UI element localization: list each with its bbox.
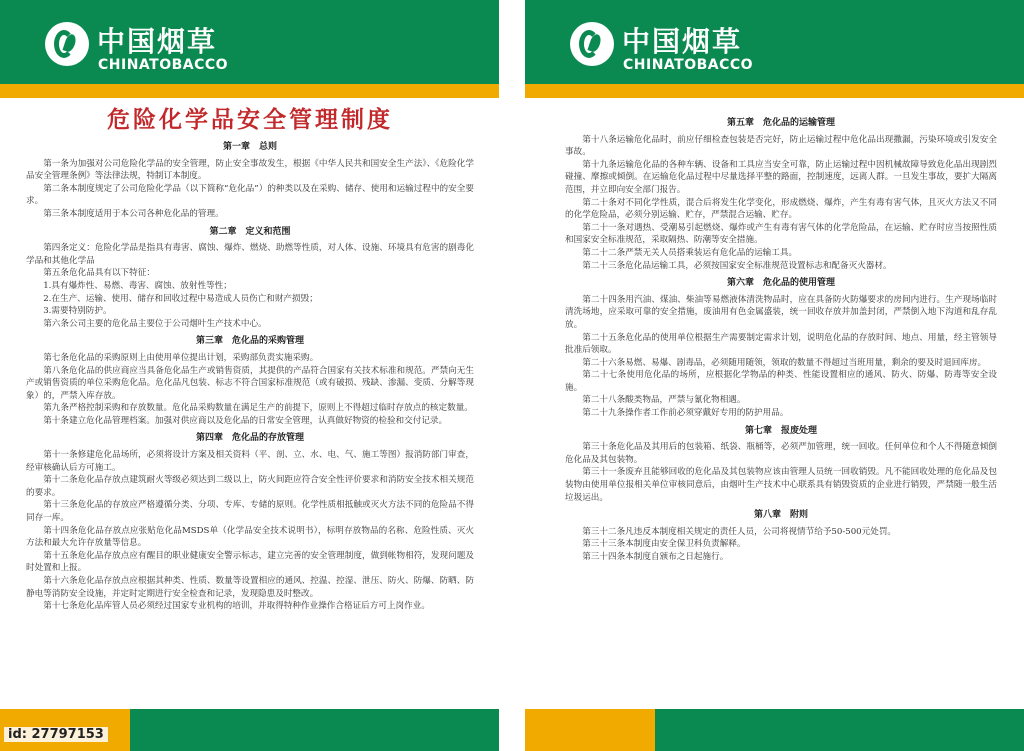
header-stripe: [0, 84, 499, 98]
article-paragraph: 第十三条危化品的存放应严格遵循分类、分项、专库、专储的原则。化学性质相抵触或灭火方法不同的危险品不得同存一库。: [26, 500, 474, 524]
article-paragraph: 第三十一条废弃且能够回收的危化品及其包装物应该由管理人员统一回收销毁。凡不能回收处理的危化品及包装物由使用单位报相关单位审核同意后，由烟叶生产技术中心联系具有销毁资质的企业进行销毁，严禁随一般生活垃圾运出。: [565, 467, 997, 503]
brand-name-cn: 中国烟草: [622, 25, 743, 58]
article-paragraph: 第二十二条严禁无关人员搭乘装运有危化品的运输工具。: [582, 247, 798, 258]
article-paragraph: 第十四条危化品存放点应张贴危化品MSDS单（化学品安全技术说明书），标明存放物品的名称、危险性质、灭火方法和最大允许存放量等信息。: [26, 525, 474, 549]
chapter-heading: 第一章 总则: [222, 142, 277, 152]
article-paragraph: 2.在生产、运输、使用、储存和回收过程中易造成人员伤亡和财产损毁；: [43, 293, 318, 304]
article-paragraph: 第九条严格控制采购和存放数量。危化品采购数量在满足生产的前提下，原则上不得超过临时存放点的核定数量。: [43, 403, 473, 414]
left-page: [0, 0, 499, 751]
document-title: 危险化学品安全管理制度: [107, 107, 393, 133]
article-paragraph: 第二条本制度规定了公司危险化学品（以下简称“危化品”）的种类以及在采购、储存、使用和运输过程中的安全要求。: [26, 183, 474, 207]
article-paragraph: 第四条定义：危险化学品是指具有毒害、腐蚀、爆炸、燃烧、助燃等性质，对人体、设施、环境具有危害的剧毒化学品和其他化学品: [26, 243, 474, 266]
article-paragraph: 第二十条对不同化学性质，混合后将发生化学变化，形成燃烧、爆炸，产生有毒有害气体，且灭火方法又不同的化学危险品，必须分别运输、贮存，严禁混合运输、贮存。: [565, 197, 997, 221]
article-paragraph: 第十九条运输危化品的各种车辆、设备和工具应当安全可靠，防止运输过程中因机械故障导致危化品出现剧烈碰撞、摩擦或倾倒。在运输危化品过程中尽量选择平整的路面，控制速度，远离人群。一旦发生事故，要扩大隔离范围，并立即向安全部门报告。: [565, 159, 997, 195]
article-paragraph: 第二十四条用汽油、煤油、柴油等易燃液体清洗物品时，应在具备防火防爆要求的房间内进行。生产现场临时清洗场地，应采取可靠的安全措施，废油用有色金属盛装，统一回收存放并加盖封闭，严禁倒入地下沟道和乱存乱放。: [565, 294, 997, 330]
article-paragraph: 第三十二条凡违反本制度相关规定的责任人员，公司将视情节给予50-500元处罚。: [582, 526, 897, 537]
header-stripe: [525, 84, 1024, 98]
article-paragraph: 3.需要特别防护。: [43, 306, 112, 317]
chapter-heading: 第六章 危化品的使用管理: [726, 278, 835, 289]
brand-name-en: CHINATOBACCO: [98, 57, 229, 73]
article-paragraph: 第二十七条使用危化品的场所，应根据化学物品的种类、性能设置相应的通风、防火、防爆、防毒等安全设施。: [565, 370, 997, 393]
article-paragraph: 第八条危化品的供应商应当具备危化品生产或销售资质，其提供的产品符合国家有关技术标准和规范。严禁向无生产或销售资质的单位采购危化品。危化品凡包装、标志不符合国家标准规范（或有破损、残缺、渗漏、变质、分解等现象）的，严禁入库存放。: [26, 365, 474, 401]
chapter-heading: 第二章 定义和范围: [209, 226, 291, 237]
brand-name-cn: 中国烟草: [97, 25, 218, 58]
article-paragraph: 1.具有爆炸性、易燃、毒害、腐蚀、放射性等性；: [43, 280, 232, 291]
right-content: [565, 112, 997, 564]
article-paragraph: 第十一条修建危化品场所，必须将设计方案及相关资料（平、剖、立、水、电、气、施工等图）报消防部门审查，经审核确认后方可施工。: [26, 450, 474, 473]
article-paragraph: 第五条危化品具有以下特征：: [43, 268, 155, 279]
chapter-heading: 第七章 报废处理: [744, 425, 817, 436]
chapter-heading: 第四章 危化品的存放管理: [195, 433, 304, 444]
article-paragraph: 第二十一条对遇热、受潮易引起燃烧、爆炸或产生有毒有害气体的化学危险品，在运输、贮存时应当按照性质和国家安全标准规范，采取隔热、防潮等安全措施。: [565, 222, 997, 246]
article-paragraph: 第十六条危化品存放点应根据其种类、性质、数量等设置相应的通风、控温、控湿、泄压、防火、防爆、防晒、防静电等消防安全设施，并定时定期进行安全检查和记录，发现隐患及时整改。: [26, 576, 474, 599]
article-paragraph: 第十条建立危化品管理档案。加强对供应商以及危化品的日常安全管理，认真做好物资的检验和交付记录。: [43, 415, 448, 426]
article-paragraph: 第六条公司主要的危化品主要位于公司烟叶生产技术中心。: [43, 318, 267, 329]
right-page: [525, 0, 1024, 751]
article-paragraph: 第二十五条危化品的使用单位根据生产需要制定需求计划，说明危化品的存放时间、地点、用量，经主管领导批准后领取。: [565, 332, 997, 356]
article-paragraph: 第十七条危化品库管人员必须经过国家专业机构的培训，并取得特种作业操作合格证后方可上岗作业。: [43, 601, 430, 612]
left-content: [26, 104, 474, 613]
article-paragraph: 第三十条危化品及其用后的包装箱、纸袋、瓶桶等，必须严加管理，统一回收。任何单位和个人不得随意倾倒危化品及其包装物。: [565, 442, 997, 465]
article-paragraph: 第三十三条本制度由安全保卫科负责解释。: [582, 539, 746, 550]
chapter-heading: 第三章 危化品的采购管理: [195, 336, 304, 347]
chapter-heading: 第八章 附则: [753, 510, 808, 521]
brand-name-en: CHINATOBACCO: [623, 57, 754, 73]
article-paragraph: 第三条本制度适用于本公司各种危化品的管理。: [43, 208, 224, 219]
article-paragraph: 第二十六条易燃、易爆、剧毒品，必须随用随领，领取的数量不得超过当班用量，剩余的要及时退回库房。: [582, 357, 987, 368]
chapter-heading: 第五章 危化品的运输管理: [726, 118, 835, 128]
article-paragraph: 第七条危化品的采购原则上由使用单位提出计划，采购部负责实施采购。: [43, 352, 319, 363]
article-paragraph: 第二十八条酸类物品，严禁与氰化物相遇。: [582, 395, 746, 406]
article-paragraph: 第二十九条操作者工作前必须穿戴好专用的防护用品。: [582, 408, 789, 419]
article-paragraph: 第十八条运输危化品时，前应仔细检查包装是否完好，防止运输过程中危化品出现撒漏，污染环境或引发安全事故。: [565, 134, 997, 158]
article-paragraph: 第十二条危化品存放点建筑耐火等级必须达到二级以上，防火间距应符合安全性评价要求和消防安全技术相关规范的要求。: [26, 475, 474, 498]
footer-accent: [525, 709, 655, 751]
article-paragraph: 第一条为加强对公司危险化学品的安全管理，防止安全事故发生，根据《中华人民共和国安全生产法》、《危险化学品安全管理条例》等法律法规，特制订本制度。: [26, 158, 474, 182]
article-paragraph: 第二十三条危化品运输工具，必须按国家安全标准规范设置标志和配备灭火器材。: [582, 260, 892, 271]
article-paragraph: 第十五条危化品存放点应有醒目的职业健康安全警示标志，建立完善的安全管理制度，做到帐物相符，发现问题及时处置和上报。: [26, 550, 474, 574]
china-tobacco-logo-icon: [45, 22, 89, 66]
watermark-id: id: 27797153: [4, 727, 108, 742]
article-paragraph: 第三十四条本制度自颁布之日起施行。: [582, 552, 729, 562]
page-gap: [499, 0, 525, 751]
china-tobacco-logo-icon: [570, 22, 614, 66]
